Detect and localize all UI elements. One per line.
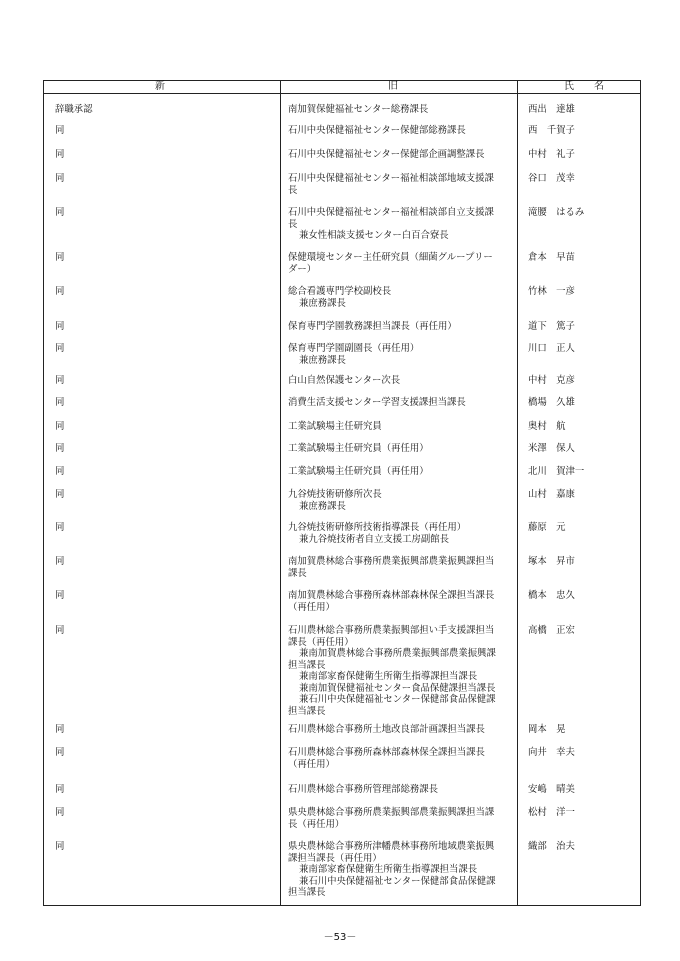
old-position <box>288 522 514 545</box>
new-status: 同 <box>55 125 65 136</box>
old-position-line: 兼南加賀保健福祉センター食品保健課担当課長 <box>299 682 496 694</box>
old-position-line: 石川農林総合事務所土地改良部計画課担当課長 <box>288 724 485 735</box>
old-position-line: 兼南部家畜保健衛生所衛生指導課担当課長 <box>299 864 478 875</box>
old-position-line: 白山自然保護センター次長 <box>288 375 401 386</box>
new-status: 同 <box>55 343 65 354</box>
person-name: 塚本 昇市 <box>528 556 575 567</box>
old-position <box>288 747 514 770</box>
old-position-line: 工業試験場主任研究員（再任用） <box>288 443 429 454</box>
new-status: 同 <box>55 590 65 601</box>
old-position-line: 保育専門学園教務課担当課長（再任用） <box>288 321 457 332</box>
old-position <box>288 104 514 116</box>
old-position <box>288 841 514 899</box>
new-status: 同 <box>55 286 65 297</box>
person-name: 谷口 茂幸 <box>528 173 575 184</box>
new-status: 同 <box>55 724 65 735</box>
person-name: 橋場 久雄 <box>528 397 575 408</box>
person-name: 山村 嘉康 <box>528 489 575 500</box>
old-position-line: 兼女性相談支援センター白百合寮長 <box>299 230 449 241</box>
person-name: 高橋 正宏 <box>528 625 575 636</box>
old-position-line: 兼石川中央保健福祉センター保健部食品保健課 <box>299 694 496 705</box>
new-status: 同 <box>55 841 65 852</box>
old-position-line: （再任用） <box>288 601 335 613</box>
person-name: 橋本 忠久 <box>528 590 575 601</box>
column-divider <box>280 81 281 905</box>
old-position-line: 長 <box>288 218 298 230</box>
person-name: 北川 賀津一 <box>528 466 585 477</box>
header-new: 新 <box>155 81 165 92</box>
old-position <box>288 252 514 275</box>
header-old: 旧 <box>388 81 398 92</box>
old-position-line: 石川中央保健福祉センター福祉相談部自立支援課 <box>288 207 494 218</box>
old-position-line: 南加賀農林総合事務所森林部森林保全課担当課長 <box>288 590 495 601</box>
old-position-line: 兼石川中央保健福祉センター保健部食品保健課 <box>299 875 496 887</box>
person-name: 岡本 晃 <box>528 724 566 735</box>
old-position-line: 総合看護専門学校副校長 <box>288 286 392 297</box>
old-position <box>288 556 514 579</box>
person-name: 中村 克彦 <box>528 375 575 386</box>
old-position <box>288 421 514 433</box>
old-position <box>288 397 514 409</box>
old-position-line: 兼庶務課長 <box>299 297 346 309</box>
person-name: 川口 正人 <box>528 343 575 354</box>
old-position-line: （再任用） <box>288 758 335 770</box>
old-position-line: 石川中央保健福祉センター福祉相談部地域支援課 <box>288 173 494 184</box>
old-position <box>288 489 514 512</box>
new-status: 同 <box>55 252 65 263</box>
old-position <box>288 724 514 736</box>
old-position <box>288 321 514 333</box>
old-position-line: 県央農林総合事務所農業振興部農業振興課担当課 <box>288 807 495 818</box>
person-name: 西出 達雄 <box>528 104 575 115</box>
person-name: 米澤 保人 <box>528 443 575 454</box>
person-name: 中村 礼子 <box>528 149 575 160</box>
person-name: 藤原 元 <box>528 522 566 533</box>
old-position-line: 九谷焼技術研修所次長 <box>288 489 382 500</box>
old-position-line: 石川農林総合事務所管理部総務課長 <box>288 784 439 795</box>
person-name: 松村 洋一 <box>528 807 575 818</box>
old-position-line: 南加賀農林総合事務所農業振興部農業振興課担当 <box>288 556 495 567</box>
old-position-line: ダー） <box>288 263 317 275</box>
new-status: 同 <box>55 397 65 408</box>
table-header <box>44 81 640 94</box>
old-position-line: 兼九谷焼技術者自立支援工房副館長 <box>299 533 450 545</box>
old-position-line: 石川中央保健福祉センター保健部総務課長 <box>288 125 466 136</box>
old-position-line: 長（再任用） <box>288 818 345 830</box>
old-position <box>288 286 514 309</box>
old-position-line: 保健環境センター主任研究員（細菌グループリー <box>288 252 493 263</box>
old-position <box>288 590 514 613</box>
old-position <box>288 784 514 796</box>
old-position <box>288 149 514 161</box>
new-status: 辞職承認 <box>55 104 93 115</box>
old-position-line: 南加賀保健福祉センター総務課長 <box>288 104 429 115</box>
new-status: 同 <box>55 466 65 477</box>
new-status: 同 <box>55 489 65 500</box>
old-position <box>288 807 514 830</box>
old-position-line: 兼庶務課長 <box>299 354 346 366</box>
old-position-line: 石川農林総合事務所森林部森林保全課担当課長 <box>288 747 485 758</box>
new-status: 同 <box>55 375 65 386</box>
person-name: 織部 治夫 <box>528 841 575 852</box>
person-name: 安嶋 晴美 <box>528 784 575 795</box>
person-name: 滝腰 はるみ <box>528 207 585 218</box>
new-status: 同 <box>55 625 65 636</box>
person-name: 竹林 一彦 <box>528 286 575 297</box>
new-status: 同 <box>55 173 65 184</box>
new-status: 同 <box>55 207 65 218</box>
column-divider <box>517 81 518 905</box>
new-status: 同 <box>55 556 65 567</box>
new-status: 同 <box>55 784 65 795</box>
old-position <box>288 466 514 478</box>
old-position <box>288 375 514 387</box>
header-name: 氏 名 <box>564 81 604 92</box>
old-position-line: 九谷焼技術研修所技術指導課長（再任用） <box>288 522 467 533</box>
old-position-line: 保育専門学園副園長（再任用） <box>288 343 420 354</box>
new-status: 同 <box>55 149 65 160</box>
old-position-line: 兼南部家畜保健衛生所衛生指導課担当課長 <box>299 671 478 682</box>
old-position <box>288 173 514 196</box>
old-position-line: 担当課長 <box>288 659 326 671</box>
new-status: 同 <box>55 443 65 454</box>
old-position <box>288 207 514 242</box>
old-position-line: 長 <box>288 184 298 196</box>
old-position-line: 消費生活支援センター学習支援課担当課長 <box>288 397 466 408</box>
old-position-line: 工業試験場主任研究員（再任用） <box>288 466 429 477</box>
old-position <box>288 343 514 366</box>
person-name: 道下 篤子 <box>528 321 575 332</box>
old-position <box>288 443 514 455</box>
old-position-line: 兼南加賀農林総合事務所農業振興部農業振興課 <box>299 648 496 659</box>
page-number: －53－ <box>323 932 357 943</box>
person-name: 倉本 早苗 <box>528 252 575 263</box>
new-status: 同 <box>55 807 65 818</box>
old-position-line: 課長 <box>288 567 307 579</box>
old-position-line: 課担当課長（再任用） <box>288 852 382 864</box>
old-position-line: 担当課長 <box>288 887 326 898</box>
new-status: 同 <box>55 321 65 332</box>
person-name: 西 千賀子 <box>528 125 575 136</box>
old-position-line: 工業試験場主任研究員 <box>288 421 382 432</box>
personnel-table <box>43 80 641 906</box>
old-position-line: 課長（再任用） <box>288 636 354 648</box>
old-position <box>288 125 514 137</box>
old-position-line: 石川中央保健福祉センター保健部企画調整課長 <box>288 149 485 160</box>
old-position <box>288 625 514 717</box>
old-position-line: 担当課長 <box>288 705 326 717</box>
old-position-line: 兼庶務課長 <box>299 500 346 512</box>
new-status: 同 <box>55 522 65 533</box>
new-status: 同 <box>55 421 65 432</box>
person-name: 奥村 航 <box>528 421 566 432</box>
new-status: 同 <box>55 747 65 758</box>
old-position-line: 石川農林総合事務所農業振興部担い手支援課担当 <box>288 625 495 636</box>
person-name: 向井 幸夫 <box>528 747 575 758</box>
old-position-line: 県央農林総合事務所津幡農林事務所地域農業振興 <box>288 841 495 852</box>
